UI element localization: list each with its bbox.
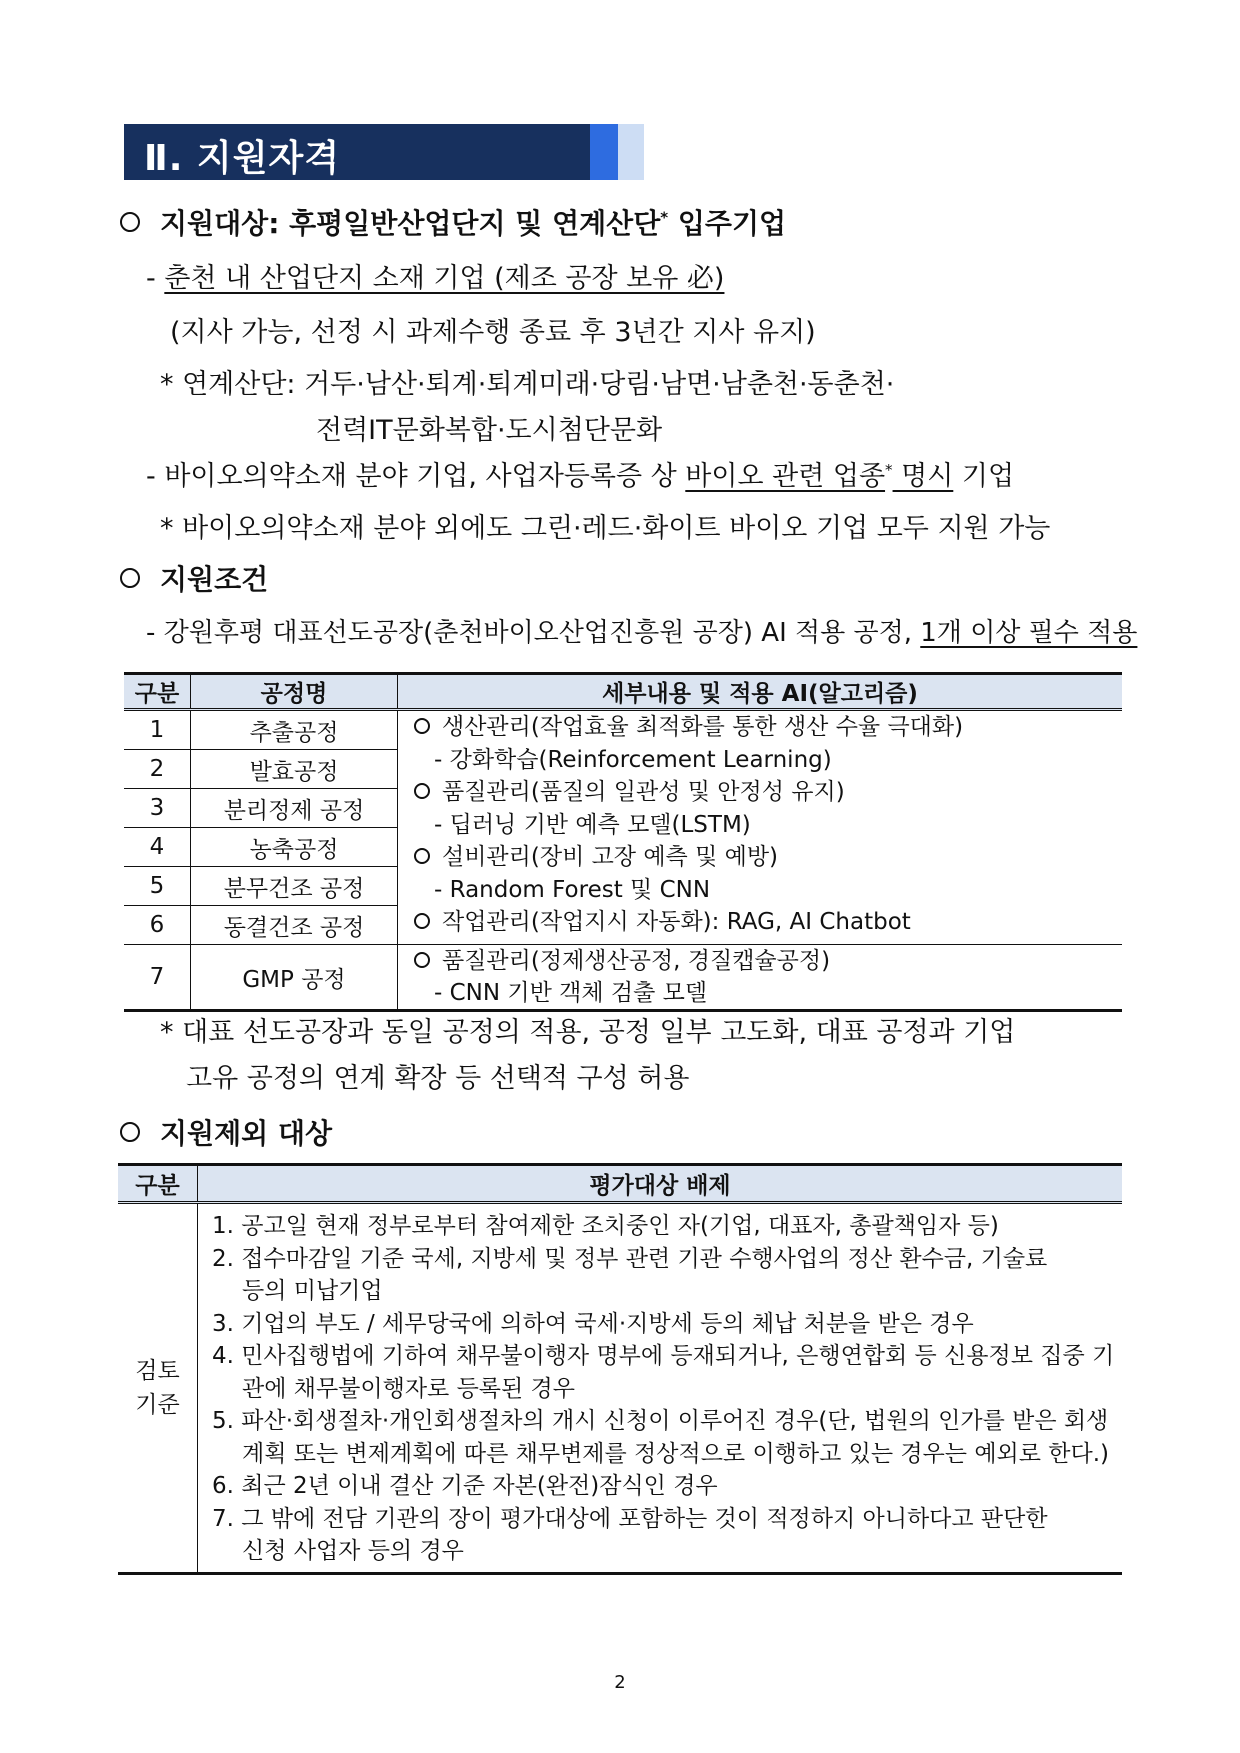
process-details bbox=[398, 710, 1123, 945]
list-item: 6. 최근 2년 이내 결산 기준 자본(완전)잠식인 경우 bbox=[212, 1473, 718, 1499]
bio-note: * 바이오의약소재 분야 외에도 그린·레드·화이트 바이오 기업 모두 지원 가능 bbox=[160, 513, 1051, 544]
page-number: 2 bbox=[614, 1672, 626, 1693]
eligibility-heading: 지원대상: 후평일반산업단지 및 연계산단* 입주기업 bbox=[120, 202, 786, 242]
detail-production: 생산관리(작업효율 최적화를 통한 생산 수율 극대화) bbox=[414, 711, 1122, 744]
header-exclusion: 평가대상 배제 bbox=[198, 1165, 1123, 1203]
process-details-gmp: 품질관리(정제생산공정, 경질캡슐공정) - CNN 기반 객체 검출 모델 bbox=[398, 945, 1123, 1011]
conditions-heading: 지원조건 bbox=[120, 558, 268, 598]
review-criteria-label: 검토 기준 bbox=[118, 1203, 198, 1574]
row-number: 4 bbox=[124, 828, 191, 867]
list-item: 1. 공고일 현재 정부로부터 참여제한 조치중인 자(기업, 대표자, 총괄책임자 등) bbox=[212, 1213, 999, 1239]
circle-bullet-icon bbox=[414, 848, 430, 864]
section-header-accent bbox=[590, 124, 618, 180]
table-note-line-2: 고유 공정의 연계 확장 등 선택적 구성 허용 bbox=[186, 1063, 690, 1094]
circle-bullet-icon bbox=[120, 568, 140, 588]
row-number: 6 bbox=[124, 906, 191, 945]
detail-equipment-ai: - Random Forest 및 CNN bbox=[434, 876, 711, 903]
list-item: 5. 파산·회생절차·개인회생절차의 개시 신청이 이루어진 경우(단, 법원의 인가를 받은 회생 계획 또는 변제계획에 따른 채무변제를 정상적으로 이행하고 있는 경우는 예외로 한다.) bbox=[212, 1408, 1110, 1467]
circle-bullet-icon bbox=[414, 913, 430, 929]
detail-quality: 품질관리(품질의 일관성 및 안정성 유지) bbox=[414, 776, 1122, 809]
row-number: 3 bbox=[124, 789, 191, 828]
row-number: 7 bbox=[124, 945, 191, 1011]
circle-bullet-icon bbox=[414, 952, 430, 968]
process-name: 농축공정 bbox=[191, 828, 398, 867]
detail-equipment: 설비관리(장비 고장 예측 및 예방) bbox=[414, 841, 1122, 874]
eligibility-item-1: - 춘천 내 산업단지 소재 기업 (제조 공장 보유 必) bbox=[146, 263, 725, 294]
row-number: 2 bbox=[124, 750, 191, 789]
eligibility-item-1-note: (지사 가능, 선정 시 과제수행 종료 후 3년간 지사 유지) bbox=[170, 317, 816, 348]
exclusion-table-header bbox=[118, 1165, 1122, 1203]
process-table-header bbox=[124, 674, 1122, 710]
table-row bbox=[124, 710, 1122, 750]
exclusion-heading: 지원제외 대상 bbox=[120, 1112, 332, 1152]
detail-production-ai: - 강화학습(Reinforcement Learning) bbox=[434, 746, 832, 773]
circle-bullet-icon bbox=[414, 783, 430, 799]
detail-gmp-ai: - CNN 기반 객체 검출 모델 bbox=[434, 980, 708, 1006]
exclusion-table bbox=[118, 1163, 1122, 1575]
section-header-accent-light bbox=[618, 124, 644, 180]
table-row bbox=[118, 1203, 1122, 1574]
circle-bullet-icon bbox=[120, 212, 140, 232]
row-number: 5 bbox=[124, 867, 191, 906]
circle-bullet-icon bbox=[120, 1122, 140, 1142]
process-name: 동결건조 공정 bbox=[191, 906, 398, 945]
row-number: 1 bbox=[124, 710, 191, 750]
conditions-line: - 강원후평 대표선도공장(춘천바이오산업진흥원 공장) AI 적용 공정, 1개 이상 필수 적용 bbox=[146, 618, 1138, 648]
process-name: GMP 공정 bbox=[191, 945, 398, 1011]
list-item: 7. 그 밖에 전담 기관의 장이 평가대상에 포함하는 것이 적정하지 아니하다고 판단한 신청 사업자 등의 경우 bbox=[212, 1505, 1048, 1564]
linked-complex-note-cont: 전력IT문화복합·도시첨단문화 bbox=[316, 415, 663, 446]
list-item: 2. 접수마감일 기준 국세, 지방세 및 정부 관련 기관 수행사업의 정산 환수금, 기술료 등의 미납기업 bbox=[212, 1245, 1048, 1304]
process-name: 추출공정 bbox=[191, 710, 398, 750]
linked-complex-note: * 연계산단: 거두·남산·퇴계·퇴계미래·당림·남면·남춘천·동춘천· bbox=[160, 369, 895, 400]
process-name: 분무건조 공정 bbox=[191, 867, 398, 906]
table-row bbox=[124, 945, 1122, 1011]
table-note-line-1: * 대표 선도공장과 동일 공정의 적용, 공정 일부 고도화, 대표 공정과 기업 bbox=[160, 1017, 1016, 1048]
eligibility-item-2: - 바이오의약소재 분야 기업, 사업자등록증 상 바이오 관련 업종* 명시 기업 bbox=[146, 461, 1015, 492]
header-category: 구분 bbox=[118, 1165, 198, 1203]
exclusion-items bbox=[198, 1203, 1123, 1574]
header-category: 구분 bbox=[124, 674, 191, 710]
process-name: 분리정제 공정 bbox=[191, 789, 398, 828]
detail-work: 작업관리(작업지시 자동화): RAG, AI Chatbot bbox=[414, 906, 1122, 939]
circle-bullet-icon bbox=[414, 718, 430, 734]
header-process-name: 공정명 bbox=[191, 674, 398, 710]
process-table bbox=[124, 672, 1122, 1012]
header-details: 세부내용 및 적용 AI(알고리즘) bbox=[398, 674, 1123, 710]
list-item: 3. 기업의 부도 / 세무당국에 의하여 국세·지방세 등의 체납 처분을 받은 경우 bbox=[212, 1310, 974, 1337]
process-name: 발효공정 bbox=[191, 750, 398, 789]
list-item: 4. 민사집행법에 기하여 채무불이행자 명부에 등재되거나, 은행연합회 등 신용정보 집중 기관에 채무불이행자로 등록된 경우 bbox=[212, 1343, 1115, 1402]
section-title: Ⅱ. 지원자격 bbox=[144, 138, 341, 179]
section-header bbox=[124, 124, 644, 180]
detail-quality-ai: - 딥러닝 기반 예측 모델(LSTM) bbox=[434, 811, 751, 838]
